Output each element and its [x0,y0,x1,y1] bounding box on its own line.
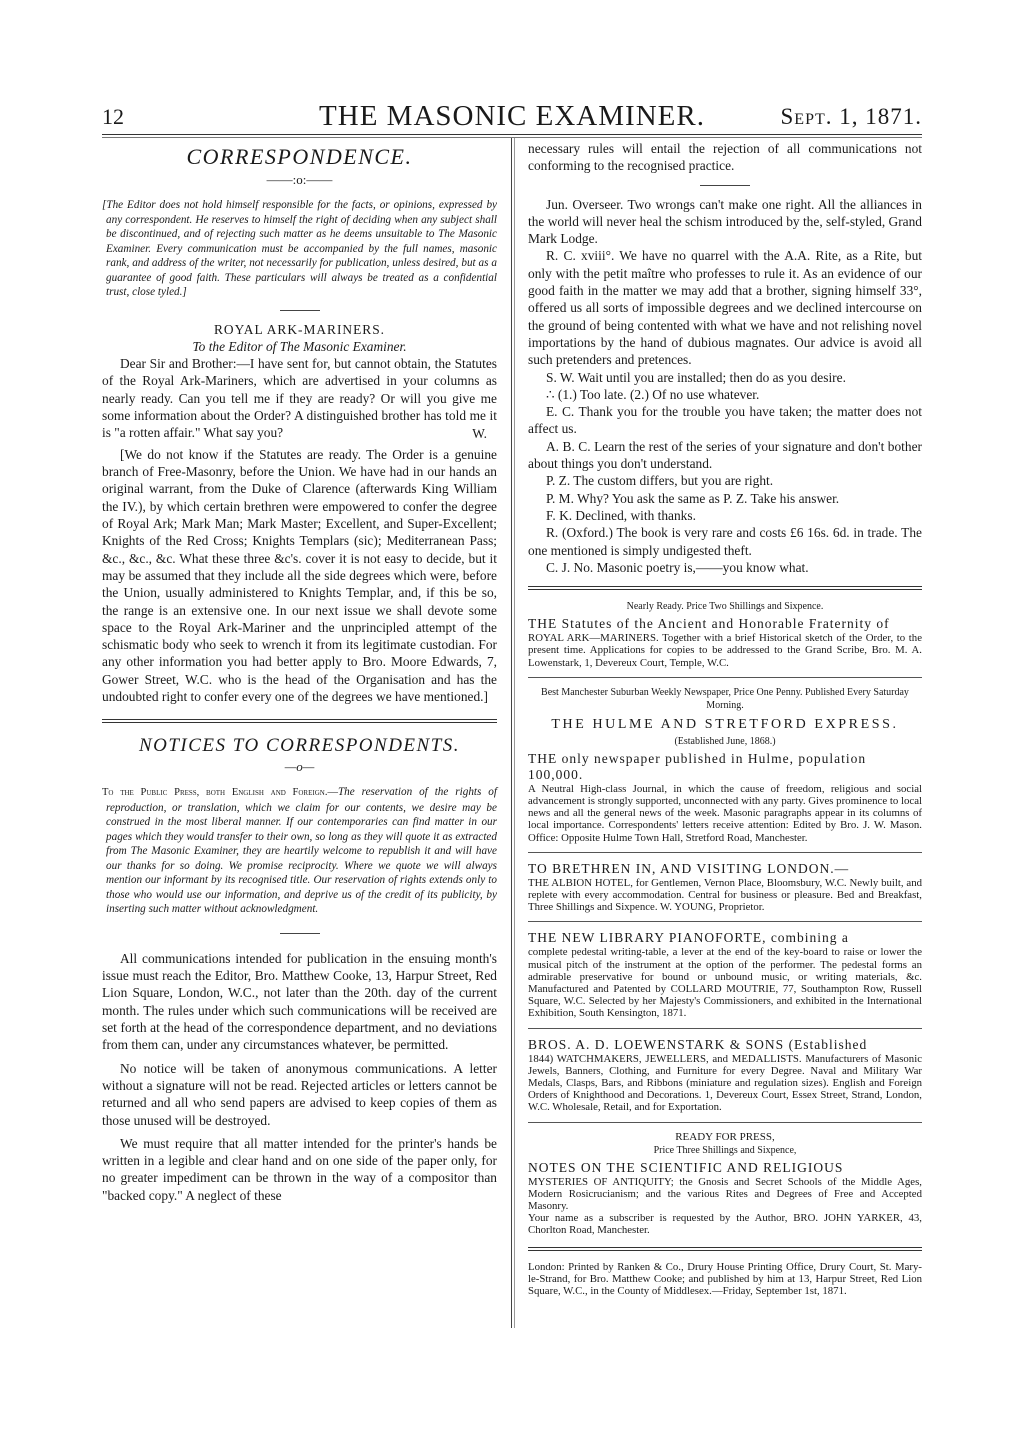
page-number: 12 [102,104,124,129]
header-rule [102,134,922,135]
column-divider [511,138,512,1328]
press-notice-text: The reservation of the rights of reproduction, or translation, which we claim for our contents, we desire may be construed in the most liberal manner. If our contemporaries can find matter in our pages which they would transfer to their own, so long as they will quote it as extracted from The Masonic Examiner, they are heartily welcome to republish it and will have our thanks for so doing. We promise reciprocity. Where we quote we will always mention our informant by its recognised title. Our reservation of rights extends only to those who would use our information, and deprive us of the credit of its publicity, by inserting such matter without acknowledgment. [106,786,497,916]
answer-item: E. C. Thank you for the trouble you have taken; the matter does not affect us. [528,404,922,437]
ad-divider [528,852,922,853]
printer-imprint: London: Printed by Ranken & Co., Drury House Printing Office, Drury Court, St. Mary-le-Strand, for Bro. Matthew Cooke; and published by him at 13, Harpur Street, Red Lion Square, W.C., in the County of Middlesex.—Friday, September 1st, 1871. [528,1260,922,1298]
divider [700,185,750,186]
notice-submission: All communications intended for publication in the ensuing month's issue must reach the Editor, Bro. Matthew Cooke, 13, Harpur Street, Red Lion Square, London, W.C., not later than the 20th. day of the current month. The rules under which such communications will be received are set forth at the head of the correspondence department, and no deviations from them can, under any circumstances whatever, be permitted. [102,950,497,1053]
ad-lead: NOTES ON THE SCIENTIFIC AND RELIGIOUS [528,1159,844,1175]
answer-item: P. Z. The custom differs, but you are right. [546,473,774,489]
ad-divider [528,1028,922,1029]
editor-disclaimer: [The Editor does not hold himself responsible for the facts, or opinions, expressed by any correspondent. He reserves to himself the right of deciding when any subject shall be discontinued, and of rejecting such matter as he deems unsuitable to The Masonic Examiner. Every communication must be accompanied by the full names, masonic rank, and address of the writer, not necessarily for publication, unless desired, but as a guarantee of good faith. These particulars will always be treated as a confidential trust, close tyled.] [102,199,497,298]
ad-divider [528,1122,922,1123]
notices-title: NOTICES TO CORRESPONDENTS. [138,735,461,757]
answer-item: S. W. Wait until you are installed; then do as you desire. [546,369,846,385]
ad-headline: THE HULME AND STRETFORD EXPRESS. [551,716,899,732]
ad-price: Price Three Shillings and Sixpence, [653,1144,797,1156]
section-rule [102,719,497,723]
ads-rule [528,586,922,590]
letter-signature: W. [472,425,487,441]
imprint-rule [528,1247,922,1251]
ad-albion-hotel [528,861,922,914]
divider [280,310,320,311]
ad-hulme-express [528,686,922,844]
ad-divider [528,921,922,922]
ad-pre: Best Manchester Suburban Weekly Newspaper, Price One Penny. Published Every Saturday Morning. [541,686,909,711]
continuation-text: necessary rules will entail the rejection of all communications not conforming to the recognised practice. [528,141,922,174]
answer-item: F. K. Declined, with thanks. [546,507,696,523]
ad-pre: READY FOR PRESS, [675,1130,775,1143]
ad-body: A Neutral High-class Journal, in which the cause of freedom, religious and social advancement is strongly supported, unconnected with any party. Gives prominence to local news and all the general news of the week. Masonic paragraphs appear in its columns of local importance. Correspondents' letters receive attention: Edited by Bro. J. W. Mason. Office: Opposite Hulme Town Hall, Stretford Road, Manchester. [528,782,922,844]
ad-lead: THE NEW LIBRARY PIANOFORTE, combining a [528,930,849,946]
header-rule-secondary [102,137,922,138]
ad-body: THE ALBION HOTEL, for Gentlemen, Vernon Place, Bloomsbury, W.C. Newly built, and replete with every accommodation. Central for business or pleasure. Bed and Breakfast, Three Shillings and Sixpence. W. YOUNG, Proprietor. [528,876,922,914]
notice-anonymous: No notice will be taken of anonymous communications. A letter without a signature will not be read. Rejected articles or letters cannot be returned and all who send papers are advised to keep copies of them as those unused will be destroyed. [102,1060,497,1128]
ad-lead: TO BRETHREN IN, AND VISITING LONDON.— [528,860,850,876]
right-column [528,140,922,1297]
ad-pre: Nearly Ready. Price Two Shillings and Sixpence. [626,601,824,613]
ad-lead: THE Statutes of the Ancient and Honorable Fraternity of [528,616,890,632]
answer-item: R. C. xviii°. We have no quarrel with the A.A. Rite, as a Rite, but only with the petit maître who professes to rule it. As an evidence of our good faith in the matter we may add that a brother, signing himself 33°, offered us all sorts of impossible degrees and we declined intercourse on the ground of being contented with what we have and not relishing novel importations by the hand of dubious magnates. Our advice is avoid all such pretenders and pretences. [528,248,922,368]
ad-pianoforte [528,930,922,1019]
answer-item: Jun. Overseer. Two wrongs can't make one right. All the alliances in the world will never heal the schism introduced by the, self-styled, Grand Mark Lodge. [528,196,922,247]
ad-body: ROYAL ARK—MARINERS. Together with a brief Historical sketch of the Order, to the present time. Applications for copies to be addressed to the Grand Scribe, Bro. M. A. Lowenstark, 1, Devereux Court, Temple, W.C. [528,632,922,669]
answer-item: A. B. C. Learn the rest of the series of your signature and don't bother about things you don't understand. [528,438,922,472]
answers-list [528,196,922,577]
issue-date: Sept. 1, 1871. [780,104,922,129]
page-header [102,100,922,134]
ad-ark-mariners [528,600,922,669]
answer-item: R. (Oxford.) The book is very rare and costs £6 16s. 6d. in trade. The one mentioned is simply undigested theft. [528,525,922,558]
ad-loewenstark [528,1037,922,1114]
letter-addressee: To the Editor of The Masonic Examiner. [192,338,407,354]
ad-lead: THE only newspaper published in Hulme, population 100,000. [528,750,867,782]
left-column [102,140,497,1204]
divider [280,933,320,934]
ad-established: (Established June, 1868.) [674,735,776,747]
letter-body: Dear Sir and Brother:—I have sent for, but cannot obtain, the Statutes of the Royal Ark-Mariners, which are advertised in your columns as nearly ready. Can you tell me if they are ready? Or will you give me some information about the Order? A distinguished brother has told me it is "a rotten affair." What say you? [102,356,497,441]
press-notice-lead: To the Public Press, both English and Foreign.— [102,787,338,799]
ad-body-subscriber: Your name as a subscriber is requested by the Author, BRO. JOHN YARKER, 43, Chorlton Road, Manchester. [528,1212,922,1237]
ad-body: complete pedestal writing-table, a lever at the end of the key-board to raise or lower the musical pitch of the instrument at the option of the performer. The pedestal forms an admirable preservative for bound or unbound music, or writing materials, &c. Manufactured and Patented by COLLARD MOUTRIE, 77, Southampton Row, Russell Square, W.C. Selected by her Majesty's Commissioners, and exhibited in the International Exhibition, South Kensington, 1871. [528,946,922,1020]
notices-ornament: —o— [284,759,315,775]
ad-divider [528,677,922,678]
masthead-title: THE MASONIC EXAMINER. [319,100,705,132]
ornament: ——:o:—— [266,172,333,187]
answer-item: P. M. Why? You ask the same as P. Z. Take his answer. [546,490,840,506]
ad-body: 1844) WATCHMAKERS, JEWELLERS, and MEDALLISTS. Manufacturers of Masonic Jewels, Banners, Clothing, and Furniture for every Degree. Naval and Military War Medals, Clasps, Bars, and Ribbons (miniature and regulation sizes). English and Foreign Orders of Knighthood and Decorations. 1, Devereux Court, Essex Street, Strand, London, W.C. Wholesale, Retail, and for Exportation. [528,1052,922,1114]
column-divider-secondary [514,138,515,1328]
press-notice [102,785,497,917]
answer-item: ∴ (1.) Too late. (2.) Of no use whatever. [546,386,760,402]
editor-reply: [We do not know if the Statutes are ready. The Order is a genuine branch of Free-Masonry, before the Union. We have had in our hands an original warrant, from the Duke of Clarence (afterwards King William the IV.), by which certain brethren were empowered to confer the degree of Royal Ark; Mark Man; Mark Master; Excellent, and Super-Excellent; Knights of the Red Cross; Knights Templars (sic); Mediterranean Pass; &c., &c., &c. What these three &c's. cover it is not easy to decide, but it may be assumed that they include all the side degrees which were, before the Union, usually administered to Knights Templar, and, if this be so, the range is an extensive one. In our next issue we shall devote some space to the Royal Ark-Mariner and the unprincipled attempt of the schismatic body who seek to wrench it from its legitimate custodian. For any other information you had better apply to Bro. Moore Edwards, 7, Gower Street, W.C. who is the head of the Organisation and has the undoubted right to confer every one of the degrees we have mentioned.] [102,446,497,705]
correspondence-title: CORRESPONDENCE. [186,144,413,169]
ad-lead: BROS. A. D. LOEWENSTARK & SONS (Established [528,1036,868,1052]
ad-body: MYSTERIES OF ANTIQUITY; the Gnosis and Secret Schools of the Middle Ages, Modern Rosicrucianism; and the various Rites and Degrees of Free and Accepted Masonry. [528,1175,922,1212]
answer-item: C. J. No. Masonic poetry is,——you know what. [546,559,809,575]
ad-yarker-notes [528,1131,922,1237]
notice-legibility: We must require that all matter intended for the printer's hands be written in a legible and clear hand and on one side of the paper only, for no greater impediment can be thrown in the way of a compositor than "backed copy." A neglect of these [102,1135,497,1203]
letter-heading: ROYAL ARK-MARINERS. [213,321,386,337]
